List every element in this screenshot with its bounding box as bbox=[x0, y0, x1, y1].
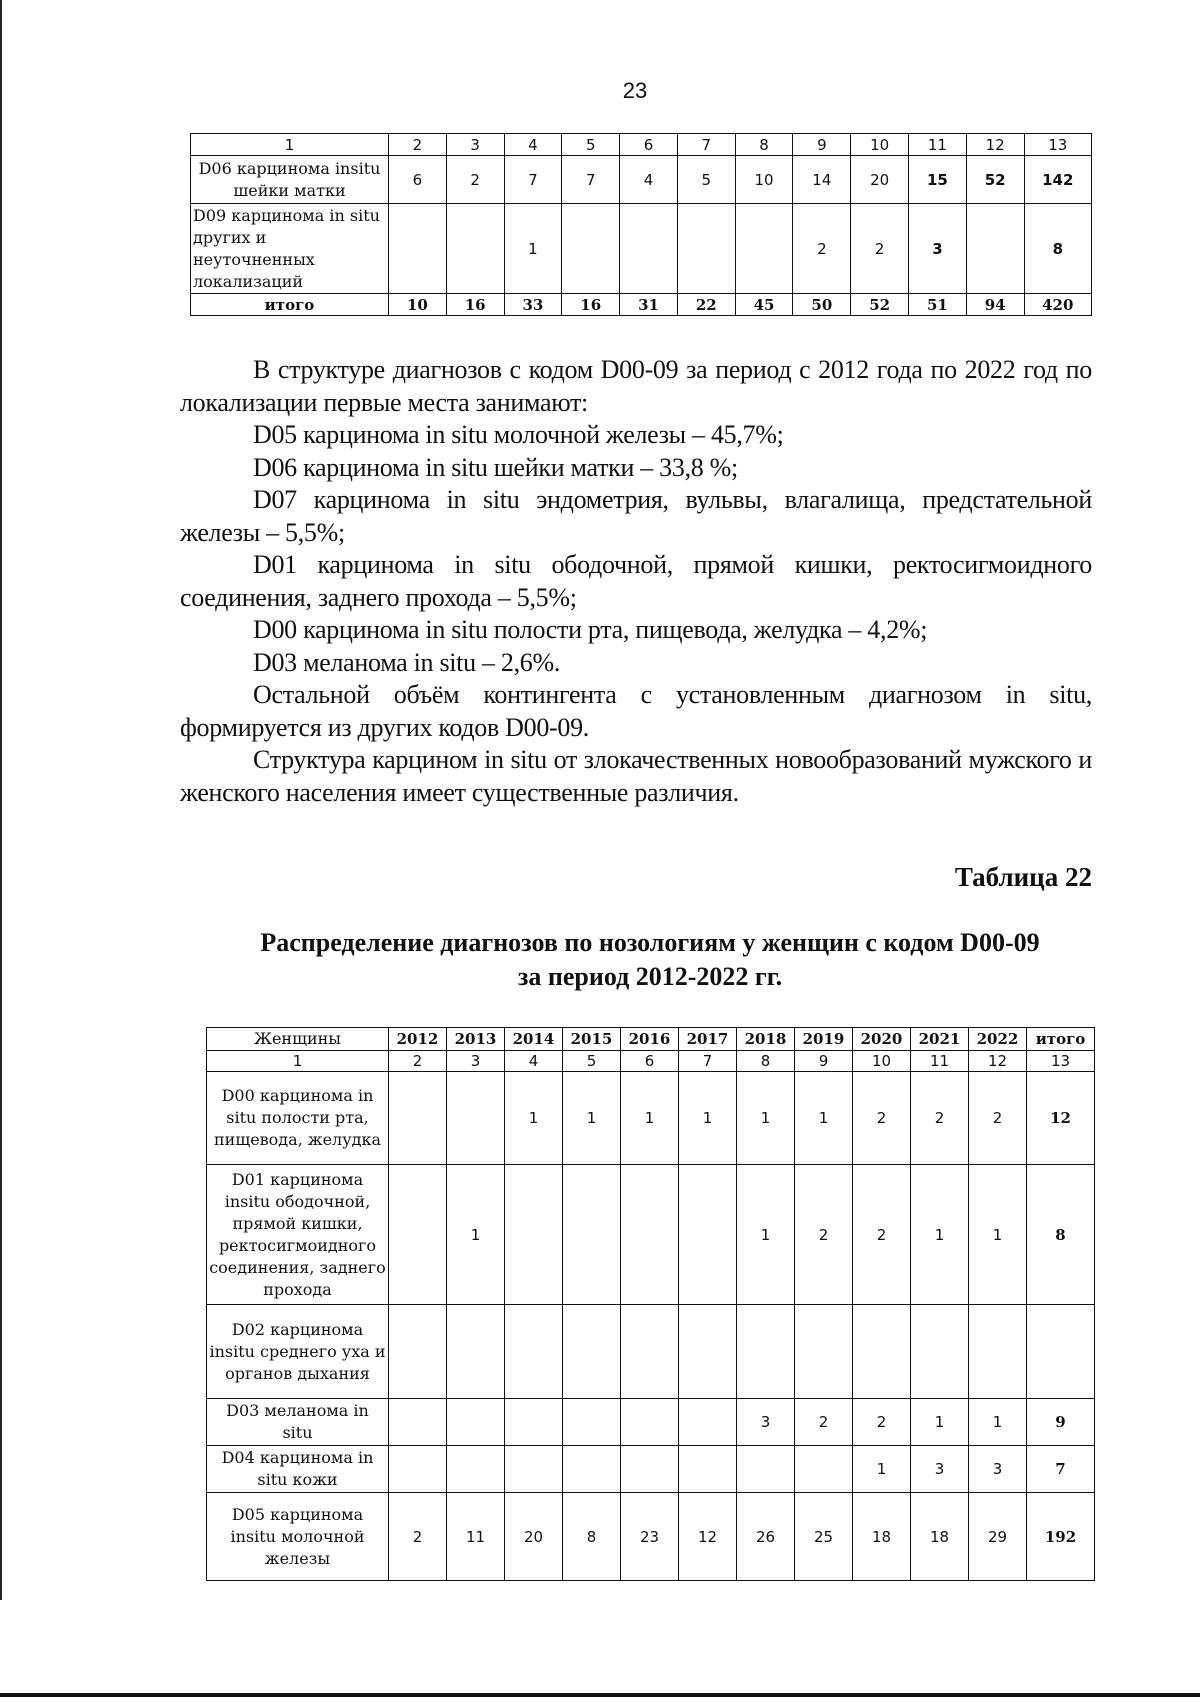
cell: 4 bbox=[620, 156, 678, 204]
column-number: 3 bbox=[446, 134, 504, 156]
cell: 2 bbox=[911, 1072, 969, 1165]
cell bbox=[447, 1305, 505, 1399]
column-number: 6 bbox=[620, 134, 678, 156]
column-number: 7 bbox=[679, 1051, 737, 1072]
cell bbox=[446, 204, 504, 294]
column-header: 2018 bbox=[737, 1028, 795, 1051]
column-number: 10 bbox=[853, 1051, 911, 1072]
row-label: D02 карцинома insitu среднего уха и органов дыхания bbox=[207, 1305, 389, 1399]
column-number: 8 bbox=[735, 134, 793, 156]
cell: 23 bbox=[621, 1493, 679, 1581]
row-total bbox=[1027, 1305, 1095, 1399]
row-label: D01 карцинома insitu ободочной, прямой кишки, ректосигмоидного соединения, заднего прохода bbox=[207, 1165, 389, 1305]
cell bbox=[563, 1446, 621, 1493]
cell: 11 bbox=[447, 1493, 505, 1581]
column-number: 11 bbox=[911, 1051, 969, 1072]
table-row bbox=[207, 1165, 1095, 1305]
cell bbox=[966, 204, 1024, 294]
scan-border-bottom bbox=[0, 1693, 1200, 1697]
table-header-row bbox=[207, 1028, 1095, 1051]
paragraph-intro: В структуре диагнозов с кодом D00-09 за период с 2012 года по 2022 год по локализации первые места занимают: bbox=[180, 355, 1092, 417]
cell: 29 bbox=[969, 1493, 1027, 1581]
cell: 3 bbox=[969, 1446, 1027, 1493]
cell: 1 bbox=[911, 1165, 969, 1305]
total-cell: 16 bbox=[446, 294, 504, 316]
column-number: 9 bbox=[793, 134, 851, 156]
list-item: D03 меланома in situ – 2,6%. bbox=[253, 647, 561, 677]
column-number: 12 bbox=[969, 1051, 1027, 1072]
cell: 1 bbox=[853, 1446, 911, 1493]
cell bbox=[679, 1399, 737, 1446]
column-number: 4 bbox=[505, 1051, 563, 1072]
column-header: Женщины bbox=[207, 1028, 389, 1051]
table-row bbox=[207, 1305, 1095, 1399]
cell bbox=[911, 1305, 969, 1399]
total-cell: 51 bbox=[909, 294, 967, 316]
cell: 3 bbox=[911, 1446, 969, 1493]
cell bbox=[853, 1305, 911, 1399]
cell: 2 bbox=[446, 156, 504, 204]
total-cell: 33 bbox=[504, 294, 562, 316]
cell bbox=[563, 1305, 621, 1399]
row-label: D04 карцинома in situ кожи bbox=[207, 1446, 389, 1493]
cell bbox=[737, 1446, 795, 1493]
row-label: D00 карцинома in situ полости рта, пищевода, желудка bbox=[207, 1072, 389, 1165]
table-title-line2: за период 2012-2022 гг. bbox=[517, 962, 783, 991]
cell bbox=[679, 1446, 737, 1493]
column-number: 8 bbox=[737, 1051, 795, 1072]
cell: 1 bbox=[737, 1072, 795, 1165]
total-cell: 52 bbox=[851, 294, 909, 316]
column-number: 1 bbox=[207, 1051, 389, 1072]
column-header: 2016 bbox=[621, 1028, 679, 1051]
column-header: 2014 bbox=[505, 1028, 563, 1051]
column-number: 11 bbox=[909, 134, 967, 156]
column-number: 2 bbox=[388, 134, 446, 156]
grand-total: 420 bbox=[1024, 294, 1091, 316]
cell: 2 bbox=[389, 1493, 447, 1581]
cell: 3 bbox=[909, 204, 967, 294]
table-title bbox=[206, 926, 1094, 994]
row-total: 7 bbox=[1027, 1446, 1095, 1493]
scan-border-left bbox=[0, 0, 2, 1600]
cell bbox=[389, 1165, 447, 1305]
column-number: 3 bbox=[447, 1051, 505, 1072]
total-cell: 50 bbox=[793, 294, 851, 316]
table-row bbox=[207, 1072, 1095, 1165]
list-item: D06 карцинома in situ шейки матки – 33,8 %; bbox=[253, 452, 738, 482]
column-number: 12 bbox=[966, 134, 1024, 156]
column-number: 5 bbox=[563, 1051, 621, 1072]
table-column-numbers bbox=[207, 1051, 1095, 1072]
body-text bbox=[180, 354, 1092, 809]
cell: 2 bbox=[853, 1165, 911, 1305]
cell: 1 bbox=[621, 1072, 679, 1165]
column-header: 2015 bbox=[563, 1028, 621, 1051]
table-row bbox=[191, 156, 1092, 204]
cell: 25 bbox=[795, 1493, 853, 1581]
cell: 26 bbox=[737, 1493, 795, 1581]
cell: 3 bbox=[737, 1399, 795, 1446]
row-total: 8 bbox=[1027, 1165, 1095, 1305]
column-number: 6 bbox=[621, 1051, 679, 1072]
column-number: 7 bbox=[677, 134, 735, 156]
row-total: 8 bbox=[1024, 204, 1091, 294]
list-item: D01 карцинома in situ ободочной, прямой кишки, ректосигмоидного соединения, заднего прохода – 5,5%; bbox=[180, 550, 1092, 612]
cell bbox=[621, 1399, 679, 1446]
column-header: 2019 bbox=[795, 1028, 853, 1051]
cell bbox=[389, 1305, 447, 1399]
cell bbox=[679, 1165, 737, 1305]
cell: 2 bbox=[969, 1072, 1027, 1165]
cell bbox=[737, 1305, 795, 1399]
column-header: 2020 bbox=[853, 1028, 911, 1051]
cell: 52 bbox=[966, 156, 1024, 204]
cell bbox=[563, 1399, 621, 1446]
cell: 12 bbox=[679, 1493, 737, 1581]
column-header: 2022 bbox=[969, 1028, 1027, 1051]
column-header: 2017 bbox=[679, 1028, 737, 1051]
cell bbox=[505, 1446, 563, 1493]
cell: 20 bbox=[505, 1493, 563, 1581]
row-label: D09 карцинома in situ других и неуточненных локализаций bbox=[191, 204, 389, 294]
row-label: D05 карцинома insitu молочной железы bbox=[207, 1493, 389, 1581]
table-row bbox=[191, 204, 1092, 294]
cell bbox=[679, 1305, 737, 1399]
cell bbox=[389, 1446, 447, 1493]
cell: 2 bbox=[853, 1072, 911, 1165]
cell: 1 bbox=[447, 1165, 505, 1305]
table-row bbox=[207, 1446, 1095, 1493]
total-cell: 45 bbox=[735, 294, 793, 316]
column-number: 13 bbox=[1027, 1051, 1095, 1072]
cell: 5 bbox=[677, 156, 735, 204]
total-label: итого bbox=[191, 294, 389, 316]
column-header: итого bbox=[1027, 1028, 1095, 1051]
table-row bbox=[207, 1493, 1095, 1581]
cell bbox=[795, 1305, 853, 1399]
cell bbox=[447, 1446, 505, 1493]
cell bbox=[795, 1446, 853, 1493]
list-item: D05 карцинома in situ молочной железы – 45,7%; bbox=[253, 420, 784, 449]
cell: 20 bbox=[851, 156, 909, 204]
cell: 1 bbox=[795, 1072, 853, 1165]
cell bbox=[969, 1305, 1027, 1399]
cell: 2 bbox=[851, 204, 909, 294]
paragraph-structure: Структура карцином in situ от злокачественных новообразований мужского и женского населения имеет существенные различия. bbox=[180, 745, 1092, 807]
cell bbox=[505, 1165, 563, 1305]
column-number: 1 bbox=[191, 134, 389, 156]
paragraph-remainder: Остальной объём контингента с установленным диагнозом in situ, формируется из других кодов D00-09. bbox=[180, 680, 1092, 742]
cell: 14 bbox=[793, 156, 851, 204]
cell: 1 bbox=[563, 1072, 621, 1165]
total-cell: 31 bbox=[620, 294, 678, 316]
cell: 1 bbox=[969, 1165, 1027, 1305]
table-row bbox=[207, 1399, 1095, 1446]
row-total: 192 bbox=[1027, 1493, 1095, 1581]
column-header: 2012 bbox=[389, 1028, 447, 1051]
cell: 8 bbox=[563, 1493, 621, 1581]
total-cell: 16 bbox=[562, 294, 620, 316]
cell: 18 bbox=[853, 1493, 911, 1581]
column-number: 5 bbox=[562, 134, 620, 156]
total-cell: 22 bbox=[677, 294, 735, 316]
total-cell: 94 bbox=[966, 294, 1024, 316]
cell: 1 bbox=[504, 204, 562, 294]
cell: 1 bbox=[679, 1072, 737, 1165]
cell bbox=[389, 1072, 447, 1165]
cell: 18 bbox=[911, 1493, 969, 1581]
column-number: 9 bbox=[795, 1051, 853, 1072]
table-22-women-diagnoses bbox=[206, 1027, 1095, 1581]
cell bbox=[621, 1165, 679, 1305]
cell bbox=[677, 204, 735, 294]
cell: 2 bbox=[795, 1165, 853, 1305]
row-label: D06 карцинома insitu шейки матки bbox=[191, 156, 389, 204]
cell bbox=[621, 1305, 679, 1399]
cell bbox=[389, 1399, 447, 1446]
cell: 1 bbox=[911, 1399, 969, 1446]
cell: 7 bbox=[504, 156, 562, 204]
cell: 1 bbox=[969, 1399, 1027, 1446]
row-label: D03 меланома in situ bbox=[207, 1399, 389, 1446]
cell bbox=[735, 204, 793, 294]
cell: 7 bbox=[562, 156, 620, 204]
column-number: 2 bbox=[389, 1051, 447, 1072]
table-continuation bbox=[190, 133, 1092, 316]
cell: 2 bbox=[795, 1399, 853, 1446]
column-number: 10 bbox=[851, 134, 909, 156]
cell: 2 bbox=[853, 1399, 911, 1446]
row-total: 12 bbox=[1027, 1072, 1095, 1165]
list-item: D00 карцинома in situ полости рта, пищевода, желудка – 4,2%; bbox=[253, 615, 928, 644]
cell bbox=[447, 1072, 505, 1165]
column-number: 4 bbox=[504, 134, 562, 156]
cell bbox=[562, 204, 620, 294]
cell bbox=[447, 1399, 505, 1446]
cell bbox=[505, 1305, 563, 1399]
cell bbox=[563, 1165, 621, 1305]
table-title-line1: Распределение диагнозов по нозологиям у женщин с кодом D00-09 bbox=[260, 928, 1040, 957]
cell: 1 bbox=[737, 1165, 795, 1305]
cell: 1 bbox=[505, 1072, 563, 1165]
cell bbox=[620, 204, 678, 294]
cell: 2 bbox=[793, 204, 851, 294]
total-cell: 10 bbox=[388, 294, 446, 316]
cell bbox=[505, 1399, 563, 1446]
table-total-row bbox=[191, 294, 1092, 316]
row-total: 9 bbox=[1027, 1399, 1095, 1446]
cell bbox=[621, 1446, 679, 1493]
list-item: D07 карцинома in situ эндометрия, вульвы, влагалища, предстательной железы – 5,5%; bbox=[180, 485, 1092, 547]
column-number: 13 bbox=[1024, 134, 1091, 156]
column-header: 2021 bbox=[911, 1028, 969, 1051]
cell: 10 bbox=[735, 156, 793, 204]
row-total: 142 bbox=[1024, 156, 1091, 204]
table-column-numbers bbox=[191, 134, 1092, 156]
cell: 15 bbox=[909, 156, 967, 204]
table-number: Таблица 22 bbox=[954, 862, 1092, 892]
cell bbox=[388, 204, 446, 294]
cell: 6 bbox=[388, 156, 446, 204]
column-header: 2013 bbox=[447, 1028, 505, 1051]
page-number: 23 bbox=[622, 78, 648, 103]
